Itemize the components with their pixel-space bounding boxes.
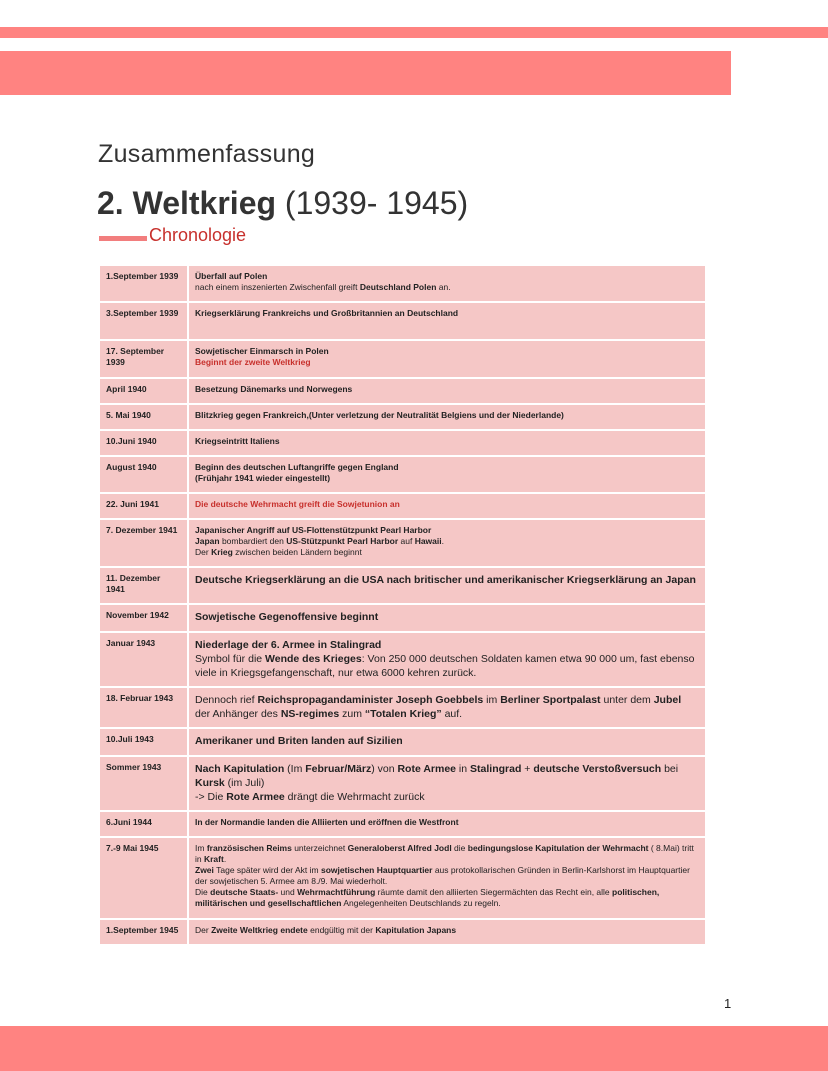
row-date: 18. Februar 1943 bbox=[99, 687, 188, 728]
row-date: 1.September 1939 bbox=[99, 265, 188, 302]
row-event: Überfall auf Polen nach einem inszenierten Zwischenfall greift Deutschland Polen an. bbox=[188, 265, 706, 302]
row-event: Kriegserklärung Frankreichs und Großbritannien an Deutschland bbox=[188, 302, 706, 340]
table-row bbox=[99, 404, 706, 430]
row-event: Im französischen Reims unterzeichnet Generaloberst Alfred Jodl die bedingungslose Kapitulation der Wehrmacht ( 8.Mai) tritt in Kraft. Zwei Tage später wird der Akt im sowjetischen Hauptquartier aus protokollarischen Gründen in Berlin-Karlshorst im Hauptquartier der sowjetischen 5. Armee am 8./9. Mai wiederholt. Die deutsche Staats- und Wehrmachtführung räumte damit den alliierten Siegermächten das Recht ein, alle politischen, militärischen und gesellschaftlichen Angelegenheiten Deutschlands zu regeln. bbox=[188, 837, 706, 919]
row-date: Januar 1943 bbox=[99, 632, 188, 687]
table-row bbox=[99, 811, 706, 837]
row-event: Deutsche Kriegserklärung an die USA nach britischer und amerikanischer Kriegserklärung an Japan bbox=[188, 567, 706, 604]
row-date: 22. Juni 1941 bbox=[99, 493, 188, 519]
row-event: Besetzung Dänemarks und Norwegens bbox=[188, 378, 706, 404]
row-date: 6.Juni 1944 bbox=[99, 811, 188, 837]
row-event: Blitzkrieg gegen Frankreich,(Unter verletzung der Neutralität Belgiens und der Niederlande) bbox=[188, 404, 706, 430]
row-event: Nach Kapitulation (Im Februar/März) von Rote Armee in Stalingrad + deutsche Verstoßversuch bei Kursk (im Juli) -> Die Rote Armee drängt die Wehrmacht zurück bbox=[188, 756, 706, 811]
table-row bbox=[99, 265, 706, 302]
table-row bbox=[99, 567, 706, 604]
top-stripe-wide bbox=[0, 51, 731, 95]
row-date: 17. September 1939 bbox=[99, 340, 188, 378]
table-row bbox=[99, 837, 706, 919]
row-event: Niederlage der 6. Armee in Stalingrad Symbol für die Wende des Krieges: Von 250 000 deutschen Soldaten kamen etwa 90 000 um, fast ebenso viele in Kriegsgefangenschaft, nur etwa 6000 kehren zurück. bbox=[188, 632, 706, 687]
title-bold: 2. Weltkrieg bbox=[97, 185, 277, 221]
page-title bbox=[97, 185, 468, 222]
row-date: August 1940 bbox=[99, 456, 188, 493]
table-row bbox=[99, 687, 706, 728]
table-row bbox=[99, 519, 706, 567]
table-row bbox=[99, 340, 706, 378]
row-event: Beginn des deutschen Luftangriffe gegen England (Frühjahr 1941 wieder eingestellt) bbox=[188, 456, 706, 493]
table-row bbox=[99, 430, 706, 456]
row-event: Amerikaner und Briten landen auf Sizilien bbox=[188, 728, 706, 756]
row-date: 10.Juli 1943 bbox=[99, 728, 188, 756]
row-event: Der Zweite Weltkrieg endete endgültig mit der Kapitulation Japans bbox=[188, 919, 706, 945]
row-event: Kriegseintritt Italiens bbox=[188, 430, 706, 456]
summary-label: Zusammenfassung bbox=[98, 140, 316, 168]
row-date: 1.September 1945 bbox=[99, 919, 188, 945]
row-date: Sommer 1943 bbox=[99, 756, 188, 811]
table-row bbox=[99, 302, 706, 340]
row-date: 7.-9 Mai 1945 bbox=[99, 837, 188, 919]
chronology-accent-bar bbox=[99, 236, 147, 241]
row-date: 5. Mai 1940 bbox=[99, 404, 188, 430]
row-date: 3.September 1939 bbox=[99, 302, 188, 340]
table-row bbox=[99, 456, 706, 493]
table-row bbox=[99, 728, 706, 756]
row-event: Sowjetische Gegenoffensive beginnt bbox=[188, 604, 706, 632]
table-row bbox=[99, 919, 706, 945]
table-row bbox=[99, 756, 706, 811]
row-date: 7. Dezember 1941 bbox=[99, 519, 188, 567]
bottom-stripe bbox=[0, 1026, 828, 1071]
row-date: 11. Dezember 1941 bbox=[99, 567, 188, 604]
row-event: In der Normandie landen die Alliierten und eröffnen die Westfront bbox=[188, 811, 706, 837]
row-date: April 1940 bbox=[99, 378, 188, 404]
table-row bbox=[99, 378, 706, 404]
table-row bbox=[99, 604, 706, 632]
row-event: Die deutsche Wehrmacht greift die Sowjetunion an bbox=[188, 493, 706, 519]
row-date: 10.Juni 1940 bbox=[99, 430, 188, 456]
row-date: November 1942 bbox=[99, 604, 188, 632]
chronology-table bbox=[98, 264, 707, 946]
row-event: Sowjetischer Einmarsch in Polen Beginnt der zweite Weltkrieg bbox=[188, 340, 706, 378]
table-row bbox=[99, 493, 706, 519]
table-row bbox=[99, 632, 706, 687]
row-event: Japanischer Angriff auf US-Flottenstützpunkt Pearl Harbor Japan bombardiert den US-Stützpunkt Pearl Harbor auf Hawaii. Der Krieg zwischen beiden Ländern beginnt bbox=[188, 519, 706, 567]
row-event: Dennoch rief Reichspropagandaminister Joseph Goebbels im Berliner Sportpalast unter dem Jubel der Anhänger des NS-regimes zum “Totalen Krieg” auf. bbox=[188, 687, 706, 728]
page-number: 1 bbox=[724, 996, 732, 1011]
top-stripe-thin bbox=[0, 27, 828, 38]
title-years: (1939- 1945) bbox=[284, 185, 469, 221]
chronology-subtitle: Chronologie bbox=[149, 225, 247, 245]
